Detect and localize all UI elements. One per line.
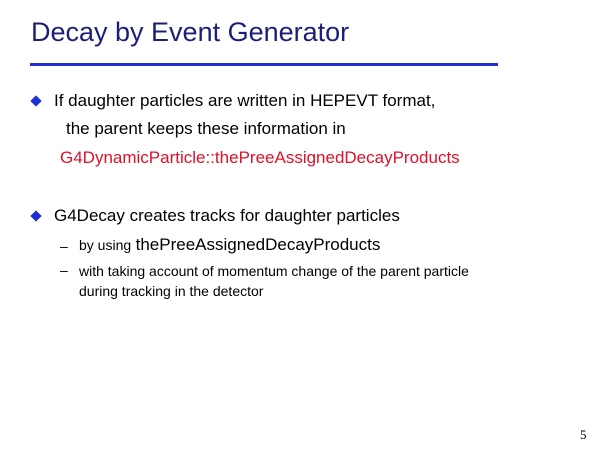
sub-item-2-dash: – (60, 262, 68, 278)
bullet-1-line-2: the parent keeps these information in (66, 119, 346, 138)
sub-item-1 (79, 236, 380, 255)
title-underline (30, 63, 498, 66)
page-number: 5 (580, 427, 587, 442)
slide-title: Decay by Event Generator (31, 17, 350, 47)
bullet-2-text: G4Decay creates tracks for daughter particles (54, 206, 400, 225)
sub-item-2-line-1: with taking account of momentum change of the parent particle (79, 263, 469, 279)
bullet-1-line-1: If daughter particles are written in HEPEVT format, (54, 91, 436, 110)
diamond-bullet-icon (30, 210, 41, 221)
bullet-1-highlight: G4DynamicParticle::thePreeAssignedDecayProducts (60, 148, 460, 167)
sub-item-1-prefix: by using (79, 237, 132, 253)
sub-item-1-dash: – (60, 238, 68, 254)
diamond-bullet-icon (30, 95, 41, 106)
sub-item-1-emphasis: thePreeAssignedDecayProducts (135, 235, 381, 254)
sub-item-2-line-2: during tracking in the detector (79, 283, 264, 299)
